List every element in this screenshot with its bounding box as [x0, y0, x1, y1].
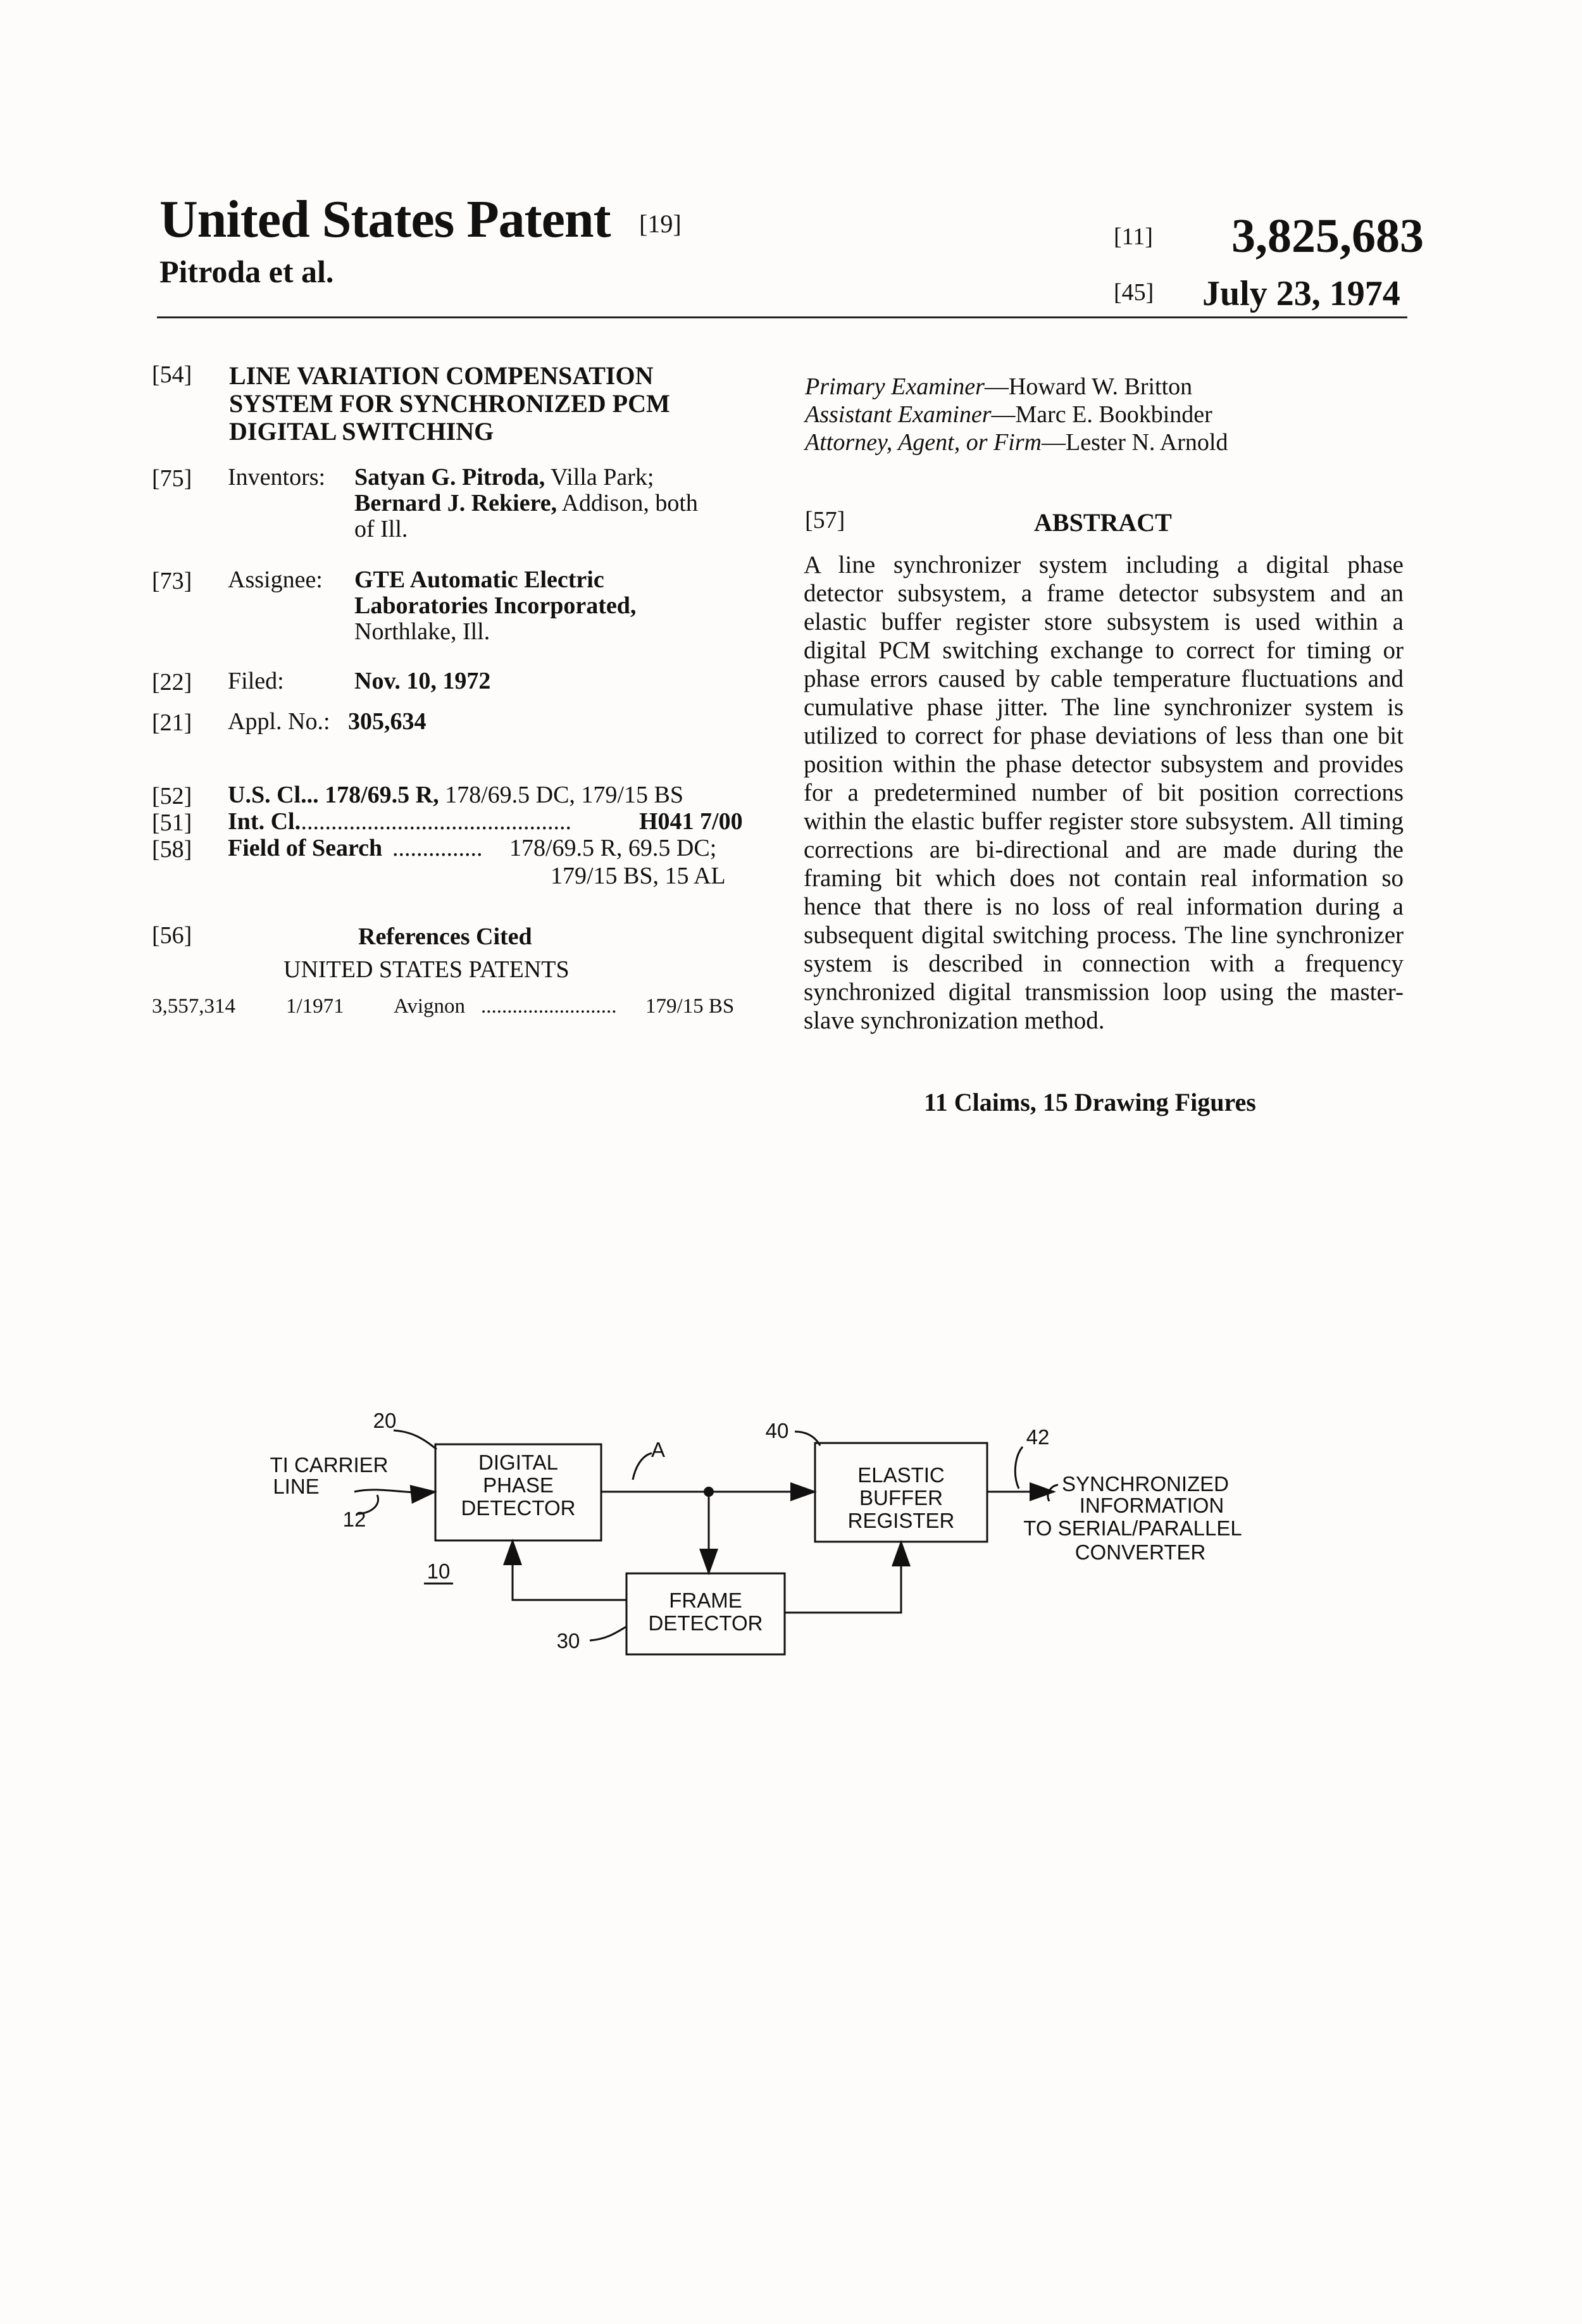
- reference-date: 1/1971: [286, 995, 344, 1018]
- search-field-value: 179/15 BS, 15 AL: [551, 863, 726, 889]
- search-field-label: Field of Search: [228, 835, 383, 861]
- ref-12-label: 12: [342, 1508, 366, 1531]
- ref-10-label: 10: [427, 1559, 451, 1583]
- frame-to-phase-line: [513, 1540, 626, 1600]
- frame-detector-label: DETECTOR: [648, 1611, 763, 1635]
- inventor-name: Satyan G. Pitroda,: [354, 464, 545, 490]
- patent-number-code: [11]: [1114, 223, 1153, 250]
- assignee-code: [73]: [152, 568, 192, 594]
- filed-label: Filed:: [228, 668, 284, 694]
- authors: Pitroda et al.: [159, 254, 334, 289]
- output-label: CONVERTER: [1074, 1540, 1206, 1564]
- search-field-leader: ...............: [392, 835, 483, 861]
- us-class-primary: 178/69.5 R,: [325, 782, 439, 808]
- invention-title-line: SYSTEM FOR SYNCHRONIZED PCM: [229, 389, 670, 418]
- ref-30-leader: [590, 1627, 626, 1640]
- primary-examiner-label: Primary Examiner: [805, 373, 985, 400]
- search-field-code: [58]: [152, 836, 192, 863]
- elastic-buffer-label: ELASTIC: [857, 1463, 945, 1487]
- inventors-label: Inventors:: [228, 464, 326, 490]
- filed-date: Nov. 10, 1972: [354, 668, 491, 694]
- phase-detector-label: DETECTOR: [461, 1496, 576, 1520]
- us-class-secondary: 178/69.5 DC, 179/15 BS: [439, 782, 683, 808]
- patent-header-title: United States Patent: [159, 190, 611, 249]
- int-class-value: H041 7/00: [639, 808, 743, 835]
- assignee-location: Northlake, Ill.: [354, 618, 490, 645]
- phase-detector-label: DIGITAL: [478, 1451, 558, 1474]
- attorney-name: —Lester N. Arnold: [1042, 429, 1228, 456]
- int-class-label: Int. Cl.: [228, 808, 301, 835]
- node-a-leader: [633, 1453, 652, 1480]
- filed-code: [22]: [152, 669, 192, 696]
- elastic-buffer-label: REGISTER: [847, 1509, 955, 1532]
- output-label: SYNCHRONIZED: [1061, 1472, 1230, 1496]
- input-line: [354, 1490, 435, 1492]
- assignee-name: GTE Automatic Electric: [354, 566, 604, 593]
- reference-number: 3,557,314: [152, 995, 235, 1018]
- output-leader: [1048, 1485, 1058, 1501]
- references-code: [56]: [152, 922, 192, 949]
- inventor-location: of Ill.: [354, 516, 408, 542]
- inventor-location: Villa Park;: [545, 464, 654, 490]
- output-label: INFORMATION: [1079, 1494, 1224, 1517]
- frame-to-buffer-line: [785, 1542, 901, 1613]
- patent-date: July 23, 1974: [1202, 274, 1400, 313]
- node-a-junction: [704, 1487, 714, 1497]
- abstract-heading: ABSTRACT: [1034, 508, 1172, 537]
- assistant-examiner-label: Assistant Examiner: [805, 401, 992, 428]
- title-field-code: [54]: [152, 361, 192, 388]
- references-subheading: UNITED STATES PATENTS: [283, 956, 570, 983]
- us-class-code: [52]: [152, 783, 192, 809]
- ref-42-leader: [1015, 1447, 1023, 1489]
- input-label: LINE: [273, 1475, 320, 1498]
- invention-title-line: DIGITAL SWITCHING: [229, 417, 494, 446]
- date-code: [45]: [1114, 279, 1154, 306]
- reference-class: 179/15 BS: [645, 995, 735, 1018]
- claims-count: 11 Claims, 15 Drawing Figures: [924, 1088, 1256, 1116]
- ref-20-leader: [394, 1430, 437, 1449]
- assignee-name: Laboratories Incorporated,: [354, 592, 637, 619]
- primary-examiner-name: —Howard W. Britton: [984, 373, 1193, 400]
- phase-detector-label: PHASE: [483, 1473, 554, 1497]
- reference-name: Avignon: [394, 995, 466, 1018]
- appl-number: 305,634: [348, 708, 427, 735]
- ref-20-label: 20: [373, 1409, 397, 1432]
- inventor-name: Bernard J. Rekiere,: [354, 490, 557, 516]
- attorney-label: Attorney, Agent, or Firm: [805, 429, 1042, 456]
- frame-detector-label: FRAME: [669, 1589, 742, 1612]
- assistant-examiner-name: —Marc E. Bookbinder: [991, 401, 1212, 428]
- appl-code: [21]: [152, 709, 192, 736]
- inventors-code: [75]: [152, 465, 192, 492]
- ref-40-label: 40: [765, 1419, 789, 1442]
- appl-label: Appl. No.:: [228, 708, 330, 735]
- ref-30-label: 30: [556, 1629, 580, 1652]
- reference-leader: ..........................: [481, 995, 617, 1018]
- int-class-leader: ..............................................: [295, 809, 571, 835]
- search-field-value: 178/69.5 R, 69.5 DC;: [509, 835, 717, 861]
- node-a-label: A: [651, 1438, 666, 1461]
- abstract-code: [57]: [805, 507, 845, 534]
- abstract-text: A line synchronizer system including a digital phase detector subsystem, a frame detector subsystem and an elastic buffer register store subsystem is used within a digital PCM switching exchange to correct for timing or phase errors caused by cable temperature fluctuations and cumulative phase jitter. The line synchronizer system is utilized to correct for phase deviations of less than one bit position within the phase detector subsystem and provides for a predetermined number of bit position corrections within the elastic buffer register store subsystem. All timing corrections are bi-directional and are made during the framing bit which does not contain real information so hence that there is no loss of real information during a subsequent digital switching process. The line synchronizer system is described in connection with a frequency synchronized digital transmission loop using the master-slave synchronization method.: [804, 551, 1404, 1034]
- references-heading: References Cited: [358, 923, 532, 950]
- ref-42-label: 42: [1026, 1425, 1050, 1449]
- patent-number: 3,825,683: [1231, 209, 1424, 263]
- invention-title-line: LINE VARIATION COMPENSATION: [229, 361, 654, 390]
- input-label: TI CARRIER: [270, 1453, 389, 1477]
- elastic-buffer-label: BUFFER: [859, 1486, 943, 1509]
- us-class-label: U.S. Cl...: [228, 782, 319, 808]
- int-class-code: [51]: [152, 809, 192, 836]
- inventor-location: Addison, both: [557, 490, 698, 516]
- output-label: TO SERIAL/PARALLEL: [1023, 1516, 1242, 1540]
- title-code: [19]: [639, 209, 682, 238]
- assignee-label: Assignee:: [228, 566, 323, 593]
